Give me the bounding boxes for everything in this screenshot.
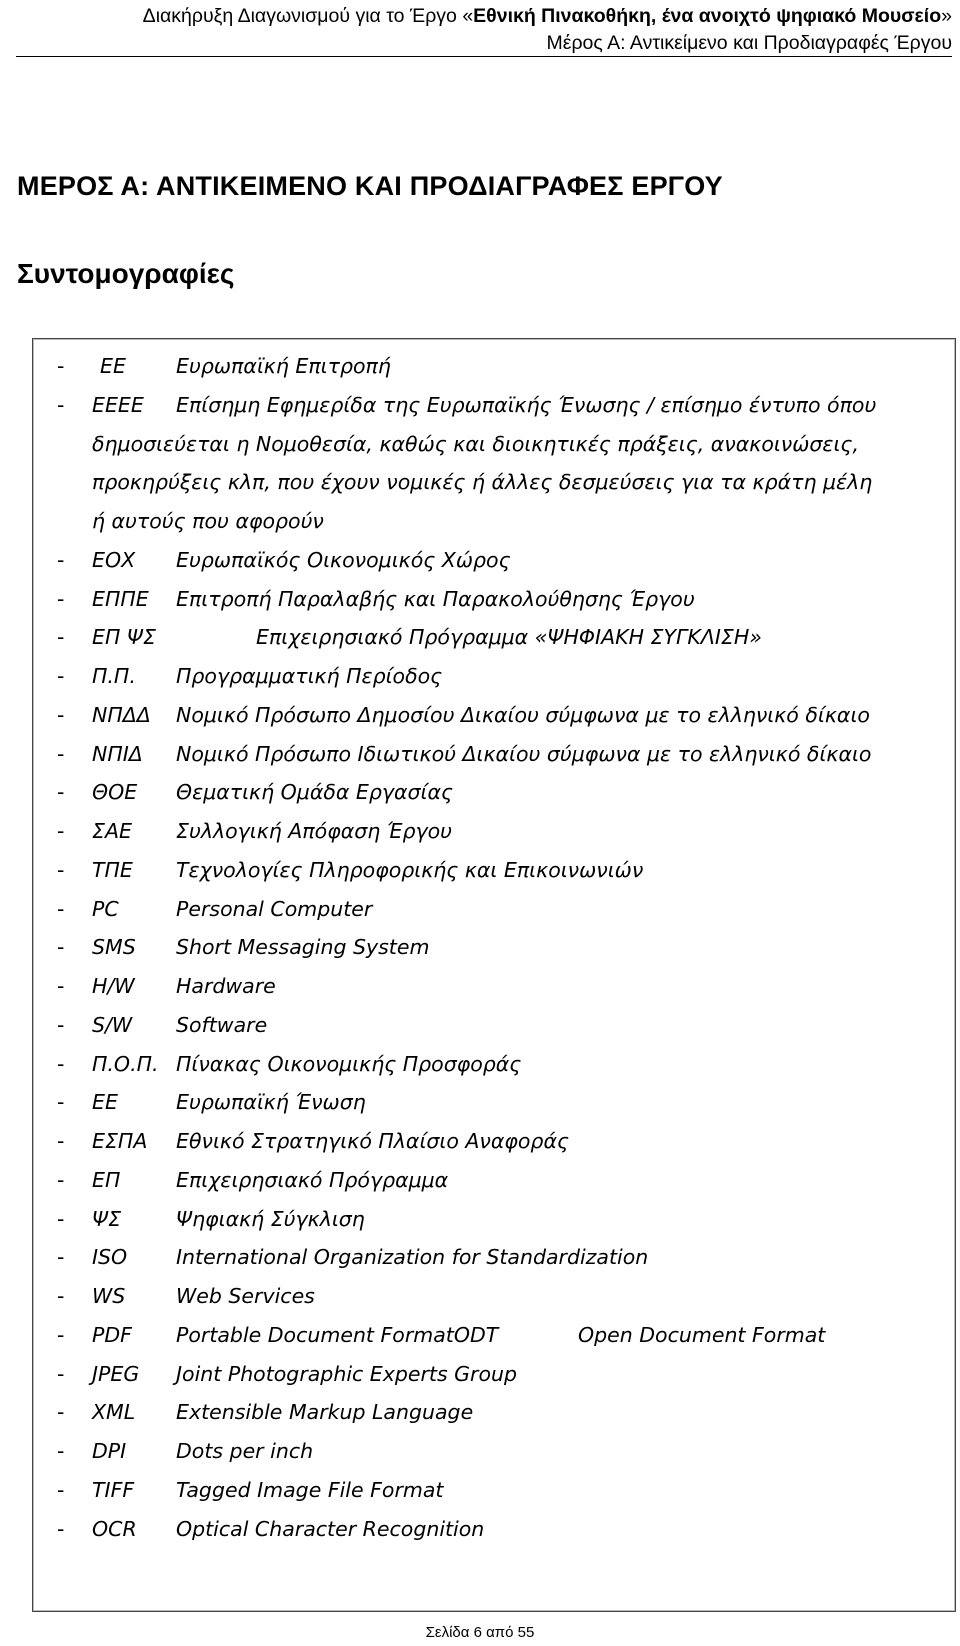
abbreviation-term: PDF (92, 1322, 132, 1347)
list-dash: - (57, 702, 65, 727)
list-dash: - (57, 896, 65, 921)
abbreviation-term: PC (92, 896, 119, 921)
list-dash: - (57, 1245, 65, 1270)
list-dash: - (57, 1400, 65, 1425)
abbreviation-term: ΕΠ (92, 1167, 121, 1192)
list-dash: - (57, 354, 65, 378)
abbreviation-term: Π.Ο.Π. (92, 1051, 159, 1076)
abbreviation-term: ΤΠΕ (92, 857, 133, 882)
list-dash: - (57, 1284, 65, 1308)
abbreviation-term: S/W (92, 1012, 133, 1037)
abbreviation-definition: Επιχειρησιακό Πρόγραμμα (176, 1167, 449, 1192)
abbreviation-definition: International Organization for Standardization (176, 1245, 649, 1270)
abbreviation-term: ISO (92, 1245, 128, 1270)
page-number: Σελίδα 6 από 55 (425, 1624, 535, 1641)
list-dash: - (57, 392, 65, 417)
list-dash: - (57, 819, 65, 843)
abbreviation-definition: Tagged Image File Format (176, 1477, 444, 1502)
header-suffix: » (941, 5, 952, 27)
abbreviation-definition: Νομικό Πρόσωπο Ιδιωτικού Δικαίου σύμφωνα με το ελληνικό δίκαιο (176, 741, 872, 766)
abbreviation-definition-extra: Open Document Format (578, 1322, 826, 1347)
abbreviation-definition: Προγραμματική Περίοδος (176, 664, 443, 688)
abbreviation-definition: Εθνικό Στρατηγικό Πλαίσιο Αναφοράς (176, 1129, 569, 1153)
list-dash: - (57, 625, 65, 650)
abbreviation-term: ΕΕ (92, 1090, 118, 1115)
abbreviation-term: JPEG (92, 1361, 140, 1386)
abbreviation-definition: Επίσημη Εφημερίδα της Ευρωπαϊκής Ένωσης / επίσημο έντυπο όπου (176, 392, 877, 417)
abbreviation-definition: Θεματική Ομάδα Εργασίας (176, 780, 453, 805)
document-header-subtitle: Μέρος Α: Αντικείμενο και Προδιαγραφές Έργου (546, 32, 952, 54)
abbreviation-term: Π.Π. (92, 664, 136, 688)
list-dash: - (57, 1322, 65, 1347)
list-dash: - (57, 935, 65, 960)
abbreviation-definition: Επιχειρησιακό Πρόγραμμα «ΨΗΦΙΑΚΗ ΣΥΓΚΛΙΣΗ» (256, 625, 762, 650)
list-dash: - (57, 741, 65, 766)
document-header-title (143, 2, 952, 30)
abbreviation-term: ΕΠ ΨΣ (92, 625, 156, 650)
abbreviation-definition-continued: ή αυτούς που αφορούν (92, 509, 324, 533)
list-dash: - (57, 1516, 65, 1541)
abbreviation-term: ΨΣ (92, 1206, 122, 1231)
abbreviation-term: WS (92, 1284, 126, 1308)
abbreviation-term: XML (92, 1400, 136, 1425)
abbreviation-definition: Ευρωπαϊκή Ένωση (176, 1090, 366, 1115)
abbreviation-term: ΕΣΠΑ (92, 1129, 148, 1153)
list-dash: - (57, 1439, 65, 1463)
abbreviation-term: OCR (92, 1516, 137, 1541)
abbreviation-definition: Συλλογική Απόφαση Έργου (176, 819, 452, 843)
abbreviation-term: ΕΕΕΕ (92, 392, 144, 417)
abbreviation-definition: Τεχνολογίες Πληροφορικής και Επικοινωνιών (176, 857, 644, 882)
list-dash: - (57, 664, 65, 688)
list-dash: - (57, 1361, 65, 1386)
abbreviation-definition-continued: προκηρύξεις κλπ, που έχουν νομικές ή άλλες δεσμεύσεις για τα κράτη μέλη (92, 470, 873, 495)
abbreviation-definition: Software (176, 1012, 268, 1037)
abbreviation-term: DPI (92, 1439, 127, 1463)
header-divider (16, 56, 952, 57)
abbreviation-term: SMS (92, 935, 136, 960)
header-project-name: Εθνική Πινακοθήκη, ένα ανοιχτό ψηφιακό Μουσείο (473, 5, 942, 27)
abbreviation-definition: Extensible Markup Language (176, 1400, 474, 1425)
list-dash: - (57, 780, 65, 805)
list-dash: - (57, 1012, 65, 1037)
list-dash: - (57, 974, 65, 998)
list-dash: - (57, 1129, 65, 1153)
abbreviation-term: ΕΕ (100, 354, 126, 378)
abbreviation-definition: Dots per inch (176, 1439, 314, 1463)
abbreviation-definition: Optical Character Recognition (176, 1516, 485, 1541)
abbreviation-definition: Personal Computer (176, 896, 373, 921)
abbreviation-term: H/W (92, 974, 135, 998)
header-prefix: Διακήρυξη Διαγωνισμού για το Έργο « (142, 5, 474, 27)
list-dash: - (57, 1051, 65, 1076)
abbreviation-definition: Ευρωπαϊκός Οικονομικός Χώρος (176, 547, 511, 572)
list-dash: - (57, 1090, 65, 1115)
list-dash: - (57, 1477, 65, 1502)
abbreviation-definition: Joint Photographic Experts Group (176, 1361, 518, 1386)
list-dash: - (57, 547, 65, 572)
list-dash: - (57, 857, 65, 882)
abbreviation-term: ΘΟΕ (92, 780, 138, 805)
abbreviation-definition: Portable Document FormatODT (176, 1322, 499, 1347)
abbreviation-definition: Νομικό Πρόσωπο Δημοσίου Δικαίου σύμφωνα με το ελληνικό δίκαιο (176, 702, 870, 727)
section-title: ΜΕΡΟΣ Α: ΑΝΤΙΚΕΙΜΕΝΟ ΚΑΙ ΠΡΟΔΙΑΓΡΑΦΕΣ ΕΡΓΟΥ (17, 171, 723, 201)
abbreviation-term: ΕΟΧ (92, 547, 136, 572)
abbreviation-definition: Επιτροπή Παραλαβής και Παρακολούθησης Έργου (176, 586, 695, 611)
abbreviation-definition: Πίνακας Οικονομικής Προσφοράς (176, 1051, 522, 1076)
list-dash: - (57, 1167, 65, 1192)
abbreviation-term: ΣΑΕ (92, 819, 132, 843)
abbreviation-term: ΝΠΙΔ (92, 741, 143, 766)
abbreviation-definition: Ψηφιακή Σύγκλιση (176, 1206, 365, 1231)
list-dash: - (57, 1206, 65, 1231)
abbreviation-definition: Ευρωπαϊκή Επιτροπή (176, 354, 391, 378)
abbreviation-definition: Hardware (176, 974, 276, 998)
list-dash: - (57, 586, 65, 611)
abbreviation-definition-continued: δημοσιεύεται η Νομοθεσία, καθώς και διοικητικές πράξεις, ανακοινώσεις, (92, 431, 859, 456)
abbreviation-term: ΝΠΔΔ (92, 702, 151, 727)
abbreviation-definition: Web Services (176, 1284, 315, 1308)
abbreviation-term: TIFF (92, 1477, 135, 1502)
subsection-title: Συντομογραφίες (17, 258, 235, 289)
abbreviation-term: ΕΠΠΕ (92, 586, 149, 611)
abbreviation-definition: Short Messaging System (176, 935, 430, 960)
